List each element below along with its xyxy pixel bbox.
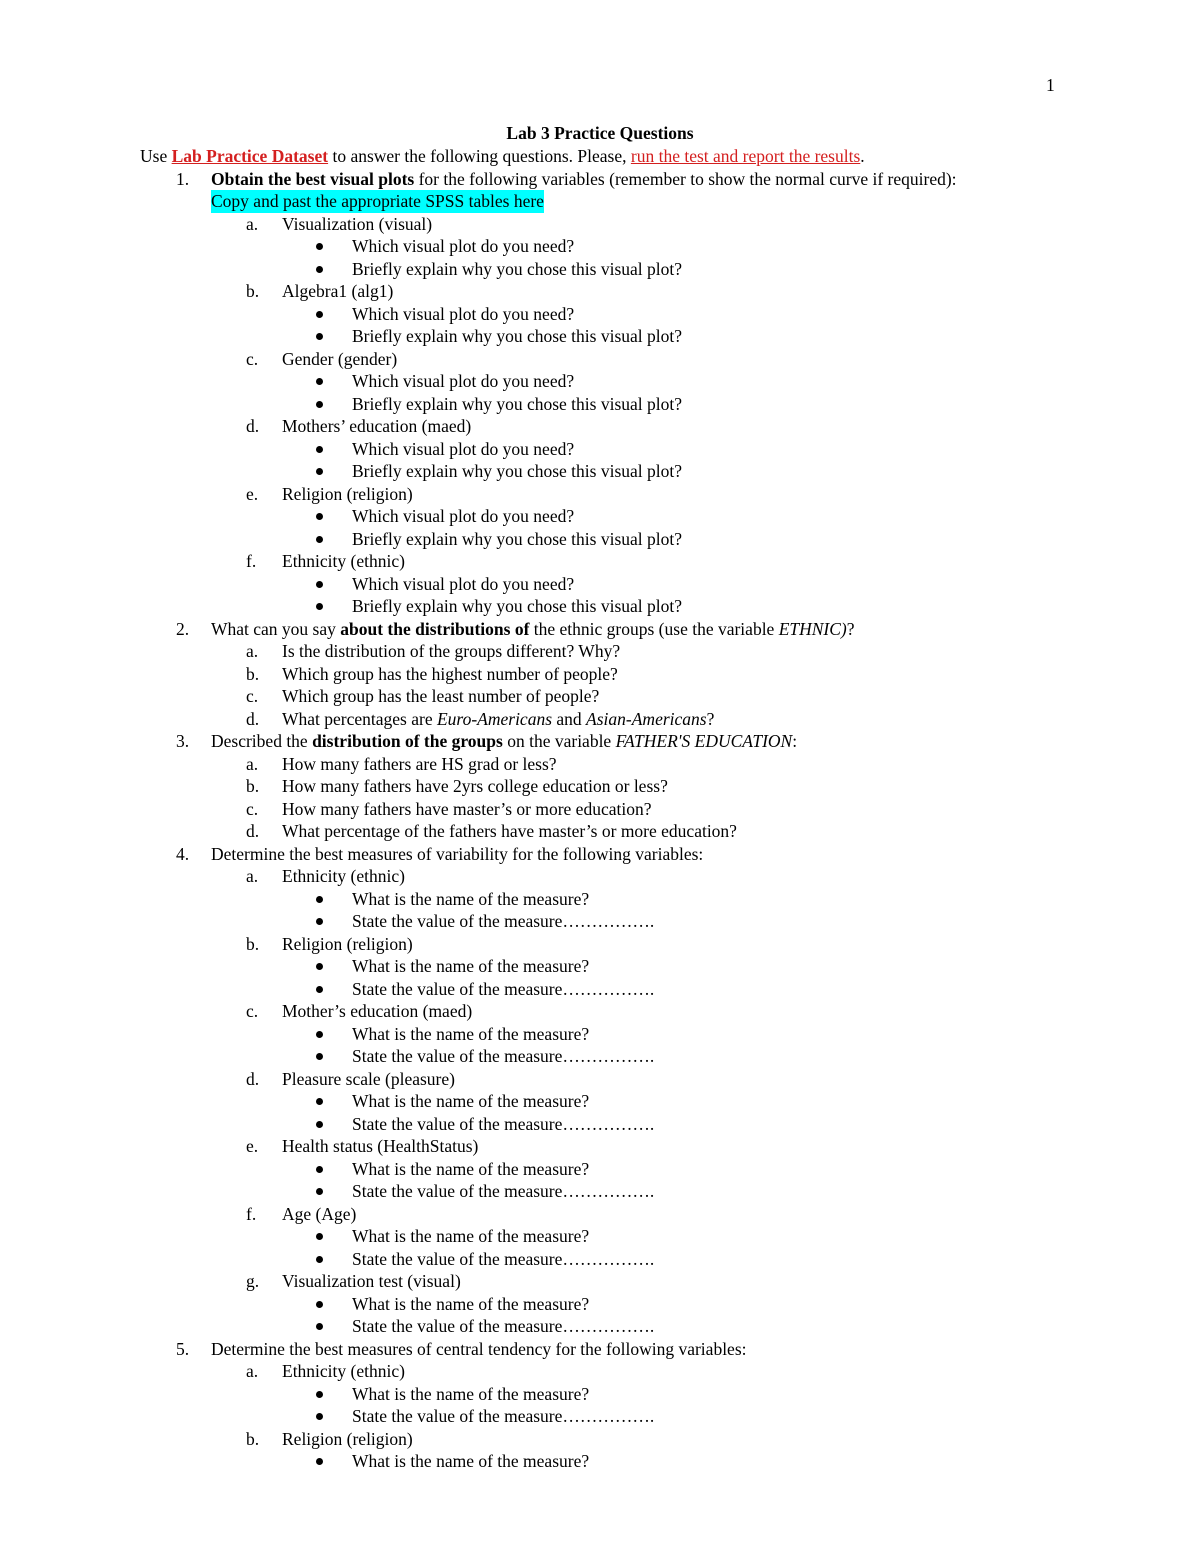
highlighted-instruction: Copy and past the appropriate SPSS tables here <box>211 191 544 211</box>
list-item: State the value of the measure……………. <box>0 910 1200 933</box>
question-4: 4. Determine the best measures of variability for the following variables: <box>176 843 704 864</box>
question-number: 3. <box>176 731 190 751</box>
bullet-icon <box>316 1391 323 1398</box>
question-1-instruction <box>0 190 1200 213</box>
bullet-icon <box>316 513 323 520</box>
list-item: State the value of the measure……………. <box>0 1405 1200 1428</box>
list-item: Which visual plot do you need? <box>0 573 1200 596</box>
question-number: 5. <box>176 1338 190 1359</box>
bullet-icon <box>316 1098 323 1105</box>
list-item: What is the name of the measure? <box>0 1090 1200 1113</box>
document-title: Lab 3 Practice Questions <box>506 123 694 143</box>
list-item: c. Which group has the least number of people? <box>246 686 600 706</box>
list-item: b. How many fathers have 2yrs college education or less? <box>246 776 668 796</box>
bullet-icon <box>316 1458 323 1465</box>
list-item: What is the name of the measure? <box>0 1383 1200 1406</box>
bullet-icon <box>316 378 323 385</box>
list-item: State the value of the measure……………. <box>0 978 1200 1001</box>
bullet-icon <box>316 1166 323 1173</box>
bullet-icon <box>316 311 323 318</box>
list-item: a. Is the distribution of the groups different? Why? <box>246 641 621 661</box>
run-test-link[interactable]: run the test and report the results <box>630 146 861 166</box>
list-item: d. What percentage of the fathers have master’s or more education? <box>246 821 737 841</box>
list-item: Which visual plot do you need? <box>0 505 1200 528</box>
list-item: c. Mother’s education (maed) <box>246 1001 473 1021</box>
list-item: Which visual plot do you need? <box>0 370 1200 393</box>
list-item: b. Which group has the highest number of people? <box>246 663 618 684</box>
bullet-icon <box>316 333 323 340</box>
list-item: What is the name of the measure? <box>0 955 1200 978</box>
list-item: Which visual plot do you need? <box>0 438 1200 461</box>
list-item: d. Pleasure scale (pleasure) <box>246 1068 455 1089</box>
list-item: What is the name of the measure? <box>0 1225 1200 1248</box>
bullet-icon <box>316 446 323 453</box>
list-item: Briefly explain why you chose this visual plot? <box>0 460 1200 483</box>
intro-paragraph: Use Lab Practice Dataset to answer the following questions. Please, run the test and report the results. <box>140 146 865 166</box>
bullet-icon <box>316 1323 323 1330</box>
bullet-icon <box>316 401 323 408</box>
list-item: e. Religion (religion) <box>246 483 413 504</box>
question-1: 1. Obtain the best visual plots for the following variables (remember to show the normal curve if required): <box>176 168 957 189</box>
list-item: a. Ethnicity (ethnic) <box>246 1361 405 1381</box>
bullet-icon <box>316 1053 323 1060</box>
question-number: 1. <box>176 168 190 189</box>
list-item: Briefly explain why you chose this visual plot? <box>0 258 1200 281</box>
question-5: 5. Determine the best measures of central tendency for the following variables: <box>176 1338 747 1359</box>
list-item: b. Religion (religion) <box>246 1428 413 1449</box>
list-item: Briefly explain why you chose this visual plot? <box>0 595 1200 618</box>
list-item: c. How many fathers have master’s or more education? <box>246 798 652 819</box>
page-number: 1 <box>1046 75 1055 95</box>
list-item: c. Gender (gender) <box>246 348 398 369</box>
bullet-icon <box>316 1188 323 1195</box>
list-item: Which visual plot do you need? <box>0 235 1200 258</box>
bullet-icon <box>316 918 323 925</box>
bullet-icon <box>316 1413 323 1420</box>
list-item: Briefly explain why you chose this visual plot? <box>0 393 1200 416</box>
bullet-icon <box>316 603 323 610</box>
bullet-icon <box>316 581 323 588</box>
bullet-icon <box>316 896 323 903</box>
document-body <box>0 145 1200 1473</box>
question-number: 2. <box>176 618 190 639</box>
list-item: a. How many fathers are HS grad or less? <box>246 753 557 774</box>
bullet-icon <box>316 1233 323 1240</box>
list-item: State the value of the measure……………. <box>0 1315 1200 1338</box>
list-item: d. What percentages are Euro-Americans and Asian-Americans? <box>246 708 715 729</box>
list-item: e. Health status (HealthStatus) <box>246 1136 479 1156</box>
bullet-icon <box>316 536 323 543</box>
list-item: a. Visualization (visual) <box>246 213 433 234</box>
list-item: f. Ethnicity (ethnic) <box>246 551 405 571</box>
bullet-icon <box>316 243 323 250</box>
bullet-icon <box>316 468 323 475</box>
bullet-icon <box>316 986 323 993</box>
list-item: What is the name of the measure? <box>0 1293 1200 1316</box>
bullet-icon <box>316 963 323 970</box>
list-item: State the value of the measure……………. <box>0 1180 1200 1203</box>
question-2: 2. What can you say about the distributions of the ethnic groups (use the variable ETHNIC)? <box>176 618 855 639</box>
bullet-icon <box>316 1256 323 1263</box>
list-item: What is the name of the measure? <box>0 1158 1200 1181</box>
list-item: g. Visualization test (visual) <box>246 1271 461 1291</box>
list-item: State the value of the measure……………. <box>0 1113 1200 1136</box>
list-item: What is the name of the measure? <box>0 1450 1200 1473</box>
list-item: State the value of the measure……………. <box>0 1248 1200 1271</box>
list-item: Briefly explain why you chose this visual plot? <box>0 528 1200 551</box>
list-item: d. Mothers’ education (maed) <box>246 416 472 436</box>
question-number: 4. <box>176 843 190 864</box>
list-item: a. Ethnicity (ethnic) <box>246 866 405 886</box>
list-item: b. Algebra1 (alg1) <box>246 281 394 301</box>
list-item: Briefly explain why you chose this visual plot? <box>0 325 1200 348</box>
list-item: What is the name of the measure? <box>0 1023 1200 1046</box>
list-item: State the value of the measure……………. <box>0 1045 1200 1068</box>
question-3: 3. Described the distribution of the groups on the variable FATHER'S EDUCATION: <box>176 731 798 751</box>
list-item: f. Age (Age) <box>246 1203 357 1224</box>
bullet-icon <box>316 1031 323 1038</box>
list-item: What is the name of the measure? <box>0 888 1200 911</box>
bullet-icon <box>316 1121 323 1128</box>
bullet-icon <box>316 1301 323 1308</box>
list-item: Which visual plot do you need? <box>0 303 1200 326</box>
lab-dataset-link[interactable]: Lab Practice Dataset <box>171 146 329 166</box>
list-item: b. Religion (religion) <box>246 933 413 954</box>
bullet-icon <box>316 266 323 273</box>
